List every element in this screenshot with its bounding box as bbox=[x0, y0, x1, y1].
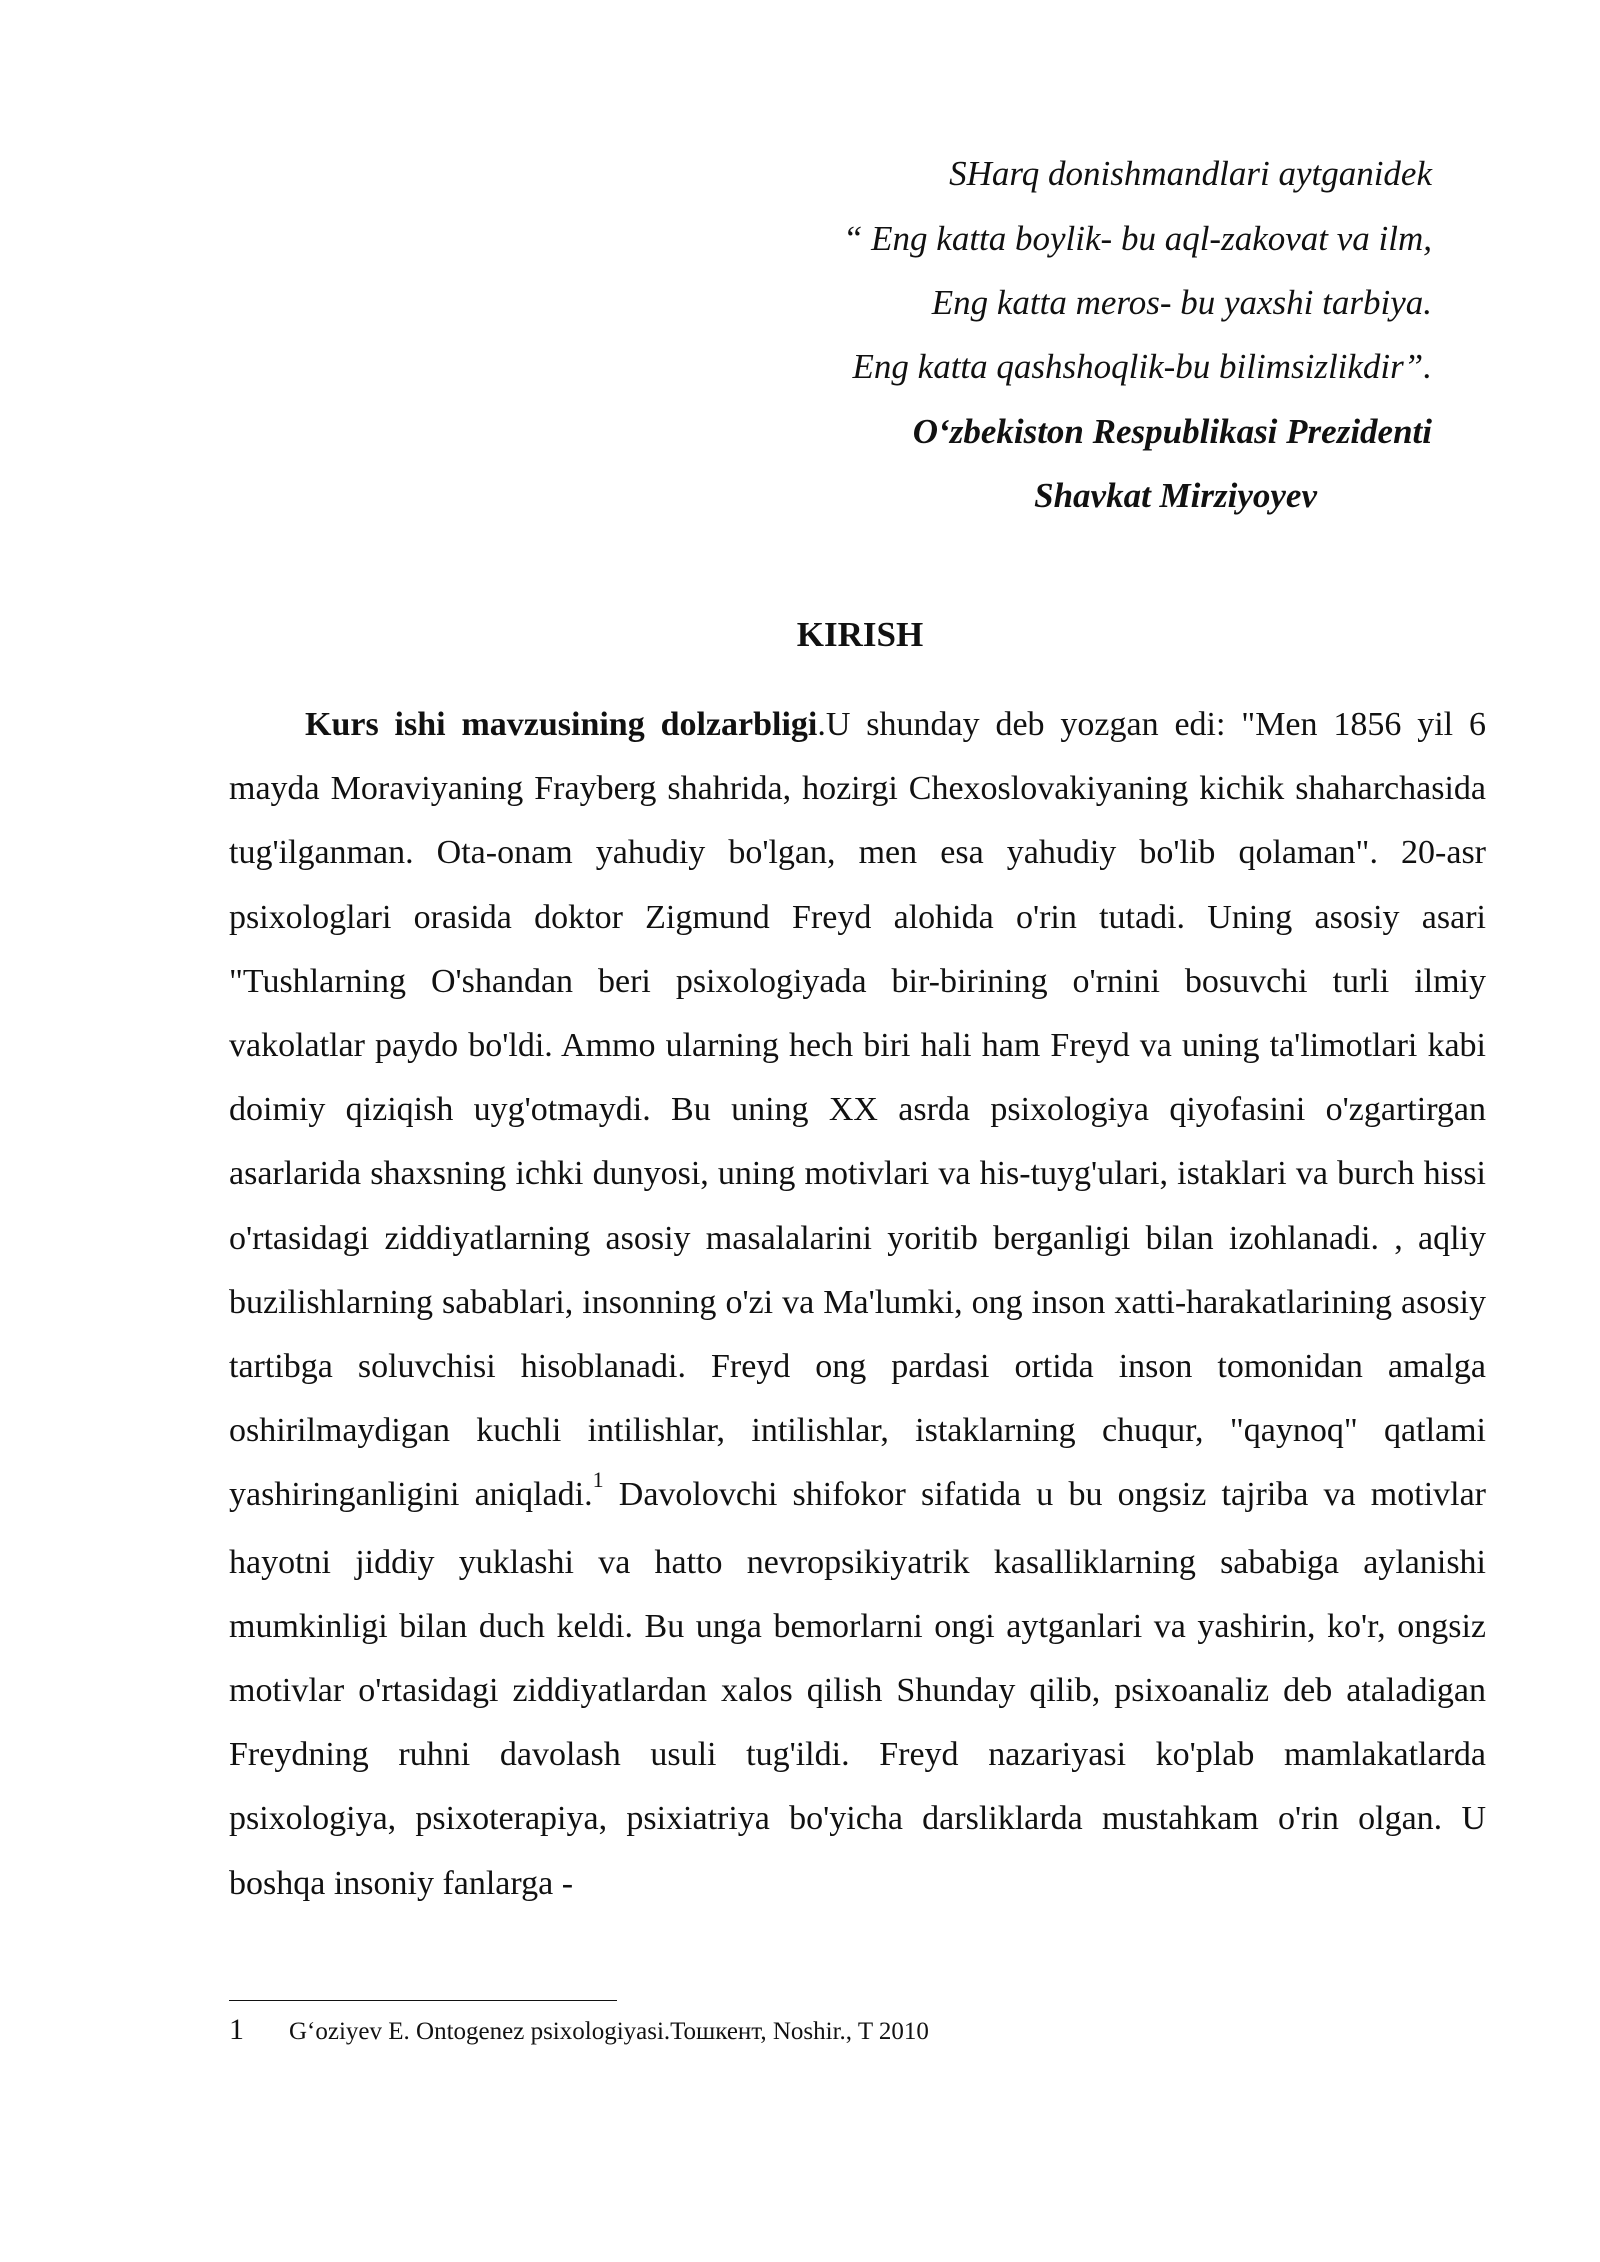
section-heading: KIRISH bbox=[796, 615, 924, 654]
footnote-number: 1 bbox=[229, 2013, 244, 2046]
epigraph-line: Eng katta meros- bu yaxshi tarbiya. bbox=[931, 283, 1432, 322]
intro-text-part-2: Davolovchi shifokor sifatida u bu ongsiz tajriba va motivlar hayotni jiddiy yuklashi va hatto nevropsikiyatrik kasalliklarning sababiga aylanishi mumkinligi bilan duch keldi. Bu unga bemorlarni ongi aytganlari va yashirin, ko'r, ongsiz motivlar o'rtasidagi ziddiyatlardan xalos qilish Shunday qilib, psixoanaliz deb ataladigan Freydning ruhni davolash usuli tug'ildi. Freyd nazariyasi ko'plab mamlakatlarda psixologiya, psixoterapiya, psixiatriya bo'yicha darsliklarda mustahkam o'rin olgan. U boshqa insoniy fanlarga - bbox=[229, 1476, 1486, 1902]
footnote-text: G‘oziyev E. Ontogenez psixologiyasi.Тошкент, Noshir., T 2010 bbox=[289, 2018, 929, 2045]
footnote bbox=[229, 2012, 929, 2053]
epigraph-line: Eng katta qashshoqlik-bu bilimsizlikdir”. bbox=[852, 347, 1432, 386]
footnote-separator bbox=[229, 2000, 617, 2001]
intro-lead: Kurs ishi mavzusining dolzarbligi bbox=[305, 706, 818, 743]
epigraph-author-name: Shavkat Mirziyoyev bbox=[1034, 476, 1317, 515]
footnote-reference[interactable]: 1 bbox=[592, 1467, 604, 1493]
epigraph-line: “ Eng katta boylik- bu aql-zakovat va ilm, bbox=[842, 219, 1432, 258]
epigraph-author-title: O‘zbekiston Respublikasi Prezidenti bbox=[912, 412, 1432, 451]
intro-text-part-1: .U shunday deb yozgan edi: "Men 1856 yil 6 mayda Moraviyaning Frayberg shahrida, hozirgi Chexoslovakiyaning kichik shaharchasida tug'ilganman. Ota-onam yahudiy bo'lgan, men esa yahudiy bo'lib qolaman". 20-asr psixologlari orasida doktor Zigmund Freyd alohida o'rin tutadi. Uning asosiy asari "Tushlarning O'shandan beri psixologiyada bir-birining o'rnini bosuvchi turli ilmiy vakolatlar paydo bo'ldi. Ammo ularning hech biri hali ham Freyd va uning ta'limotlari kabi doimiy qiziqish uyg'otmaydi. Bu uning XX asrda psixologiya qiyofasini o'zgartirgan asarlarida shaxsning ichki dunyosi, uning motivlari va his-tuyg'ulari, istaklari va burch hissi o'rtasidagi ziddiyatlarning asosiy masalalarini yoritib berganligi bilan izohlanadi. , aqliy buzilishlarning sabablari, insonning o'zi va Ma'lumki, ong inson xatti-harakatlarining asosiy tartibga soluvchisi hisoblanadi. Freyd ong pardasi ortida inson tomonidan amalga oshirilmaydigan kuchli intilishlar, intilishlar, istaklarning chuqur, "qaynoq" qatlami yashiringanligini aniqladi. bbox=[229, 706, 1486, 1514]
epigraph-line: SHarq donishmandlari aytganidek bbox=[949, 154, 1432, 193]
intro-paragraph bbox=[229, 693, 1486, 1916]
